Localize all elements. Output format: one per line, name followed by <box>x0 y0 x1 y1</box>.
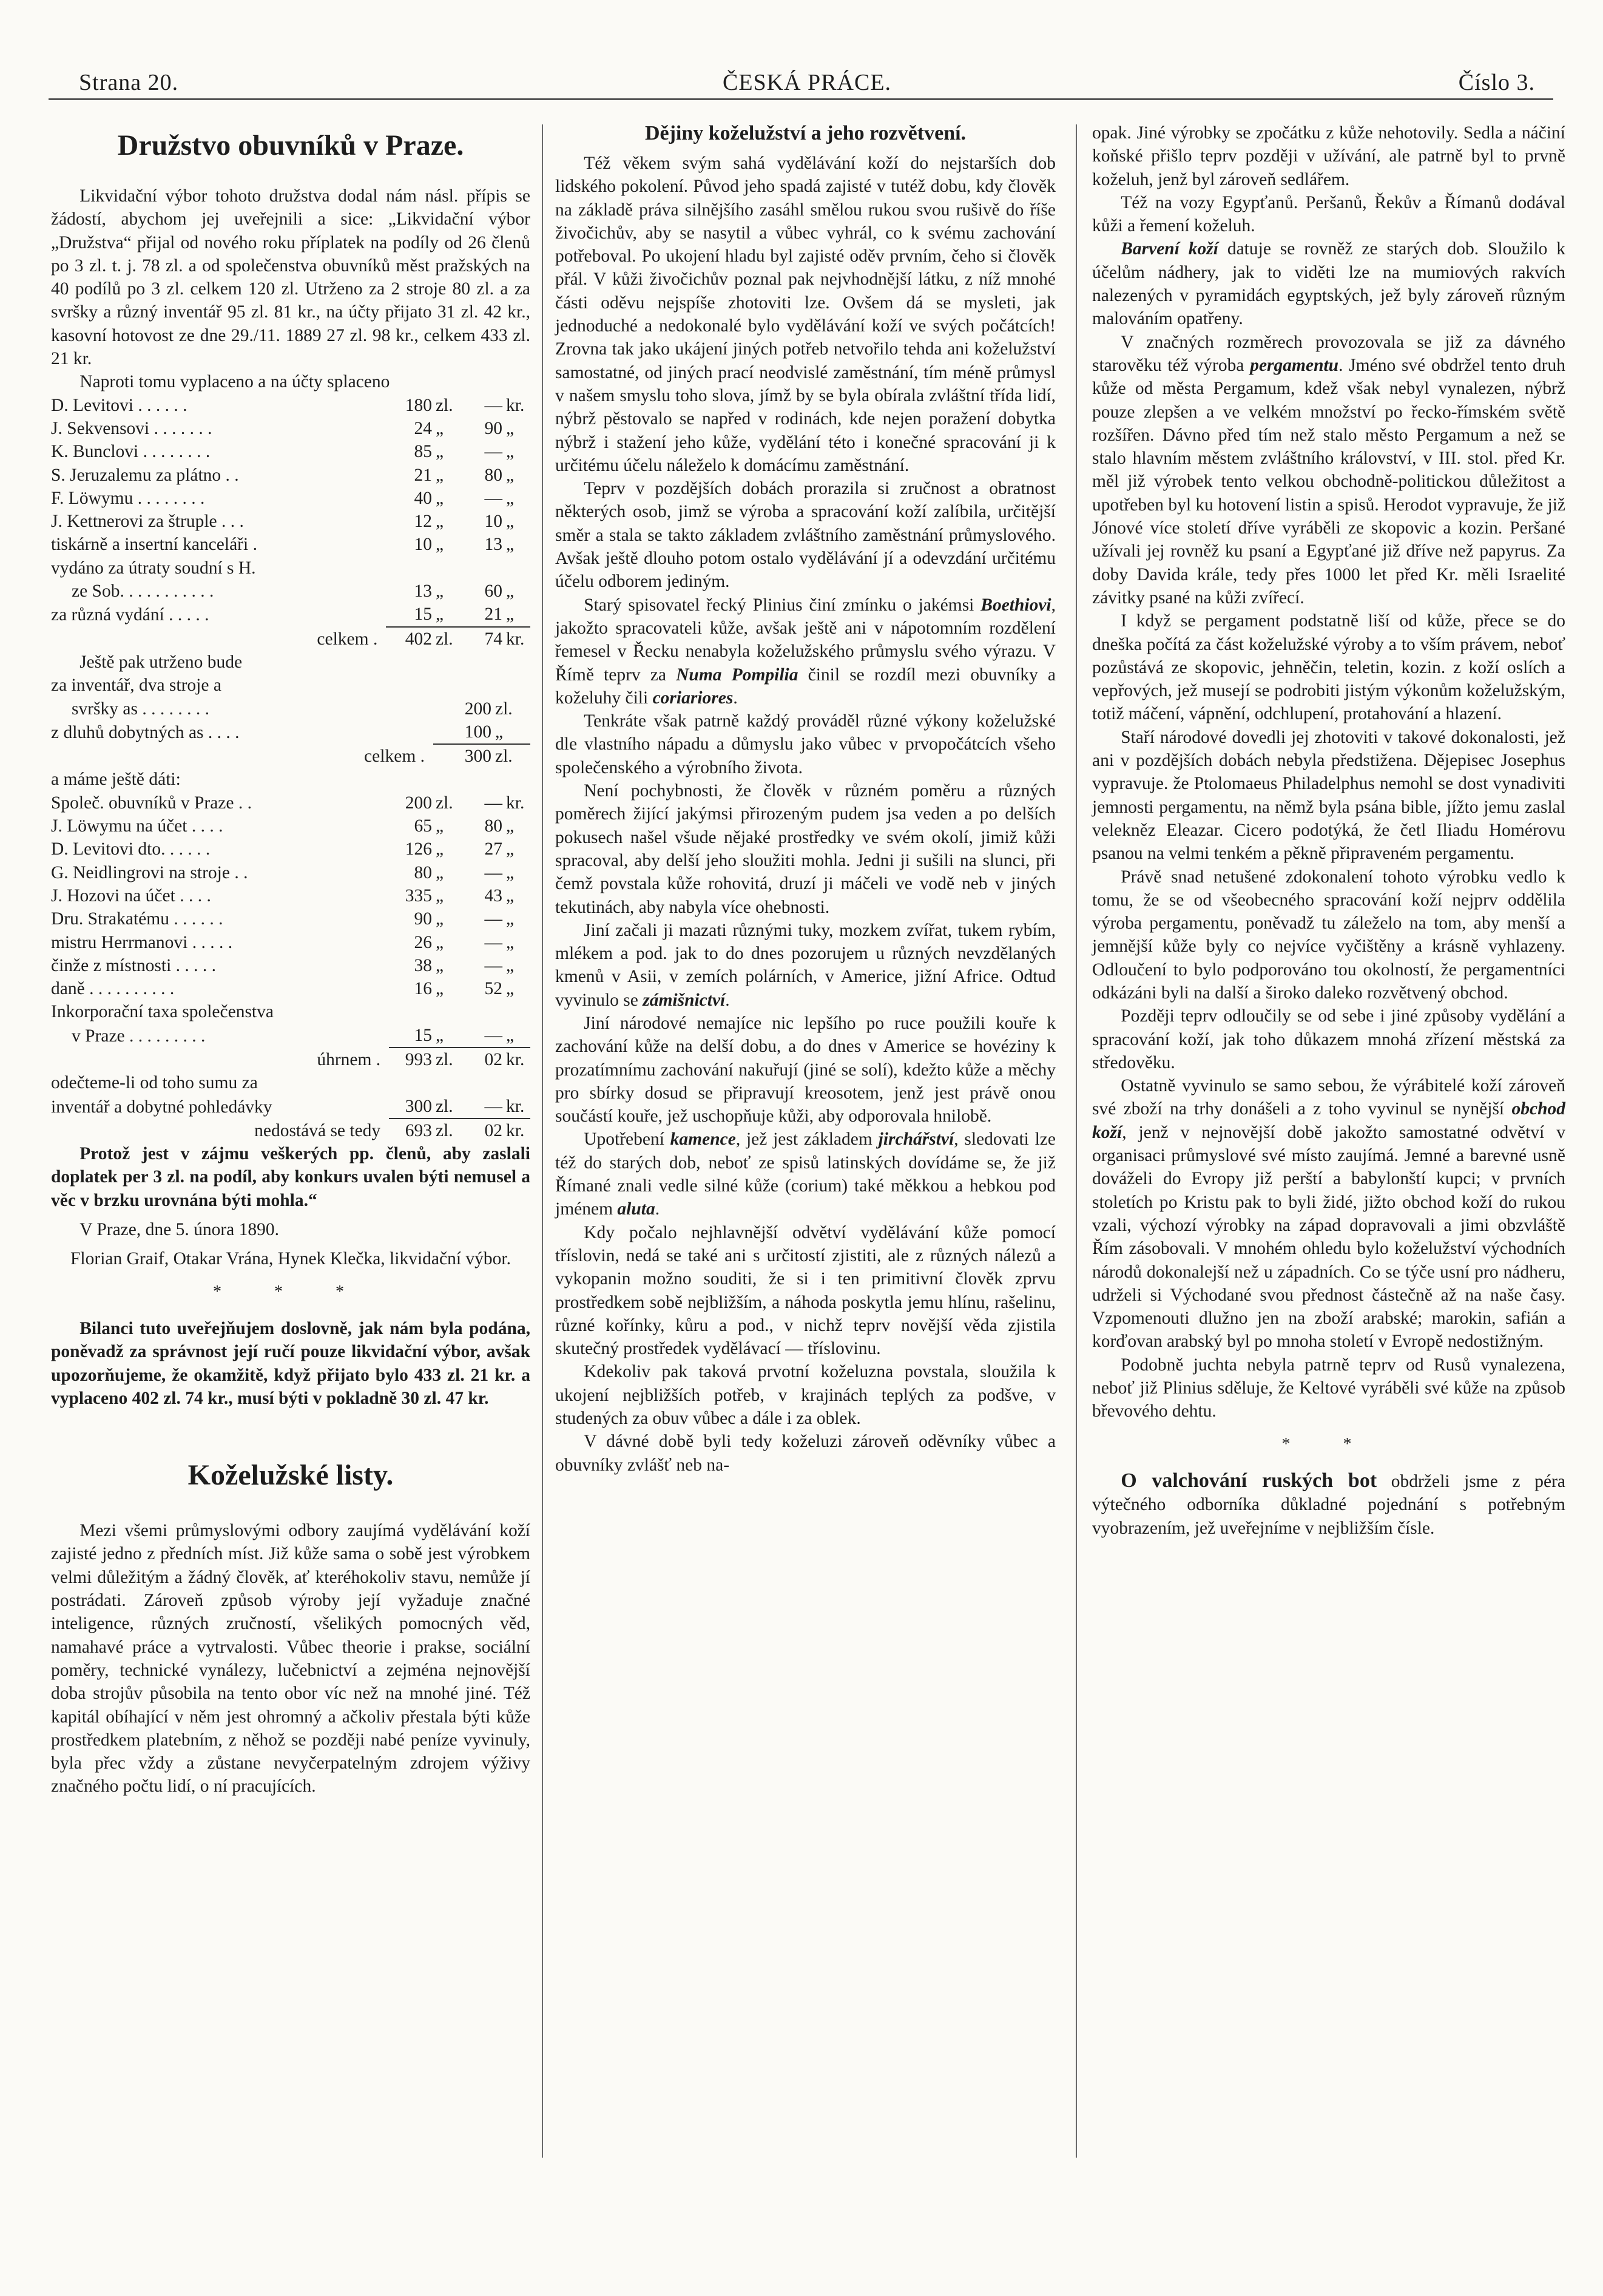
ledger-row: za inventář, dva stroje a <box>51 676 221 696</box>
paragraph: Staří národové dovedli jej zhotoviti v takové dokonalosti, jež ani v pozdějších dobách nebyla předstižena. Dějepisec Josephus vypravuje. že Ptolomaeus Philadelphus nemohl se dost vynadiviti jemnosti pergamentu, na němž byla psána bible, jížto jemu zaslal velekněz Eleazar. Cicero podotýká, že četl Iliadu Homérovu psanou na velmi tenkém a pěkně připraveném pergamentu. <box>1092 727 1565 864</box>
paragraph: Též na vozy Egypťanů. Peršanů, Řekův a Římanů dodával kůži a řemení koželuh. <box>1092 192 1565 236</box>
paragraph: Mezi všemi průmyslovými odbory zaujímá vydělávání koží zajisté jedno z předních míst. Již kůže sama o sobě jest výrobkem velmi důležitým a žádný člověk, ať kteréhokoliv stavu, nemůže jí postrádati. Zároveň způsob výroby její vyžaduje značné inteligence, různých zručností, všelikých pomocných věd, namahavé práce a vytrvalosti. Vůbec theorie i prakse, sociální poměry, technické vynálezy, lučebnictví a zejména nejnovější doba strojův působila na tento obor víc než na mnohé jiné. Též kapitál obíhající v něm jest ohromný a ačkoliv přestala býti kůže prostředkem platebním, z něhož se později nabé peníze vyvinuly, byla přec vždy a zůstane nevyčerpatelným zdrojem výživy značného počtu lidí, o ní pracujících. <box>51 1521 530 1797</box>
ledger-row: Dru. Strakatému . . . . . . 90 „ — „ <box>51 909 515 929</box>
ledger-row: vydáno za útraty soudní s H. <box>51 558 256 578</box>
column-divider <box>1076 124 1077 2158</box>
ledger-row: ze Sob. . . . . . . . . . . 13 „ 60 „ <box>72 581 515 601</box>
ledger-row: J. Hozovi na účet . . . . 335 „ 43 „ <box>51 886 515 906</box>
paragraph: Ještě pak utrženo bude <box>79 652 243 672</box>
paragraph: Teprv v pozdějších dobách prorazila si zručnost a obratnost některých osob, jimž se výroba a spracování koží zalíbila, určitější směr a stala se takto základem zvláštního zaměstnání průmyslového. Avšak ještě dlouho potom ostalo vydělávání jí a odevzdání určitému účelu odborem jediným. <box>555 479 1056 592</box>
paragraph: O valchování ruských bot obdrželi jsme z péra výtečného odborníka důkladné pojednání s potřebným vyobrazením, jež uveřejníme v nejbližším čísle. <box>1092 1469 1565 1538</box>
article-title: Dějiny koželužství a jeho rozvětvení. <box>644 122 967 144</box>
ledger-total-row: úhrnem . 993 zl. 02 kr. <box>51 1048 530 1071</box>
ledger-row: G. Neidlingrovi na stroje . . 80 „ — „ <box>51 862 515 882</box>
ledger-total-row: celkem . 300 zl. <box>51 744 530 768</box>
ledger-row: D. Levitovi . . . . . . 180 zl. — kr. <box>51 395 525 415</box>
ledger-row: daně . . . . . . . . . . 16 „ 52 „ <box>51 979 515 999</box>
ledger-row: inventář a dobytné pohledávky 300 zl. — kr. <box>51 1096 525 1117</box>
paragraph: Starý spisovatel řecký Plinius činí zmínku o jakémsi Boethiovi, jakožto spracovateli kůže, avšak ještě ani v nápotomním rozdělení řemesel v Řecku nenabyla koželužského průmyslu svého výrazu. V Římě teprv za Numa Pompilia činil se rozdíl mezi obuvníky a koželuhy čili coriariores. <box>555 595 1056 708</box>
column-3 <box>1092 121 1565 1540</box>
paragraph: Není pochybnosti, že člověk v různém poměru a různých poměrech žijící jakýmsi přirozeným pudem jsa veden a po delších pokusech našel všude nějaké prostředky ve svém okolí, jimiž kůži spracoval, aby delší jeho sloužiti mohla. Jedni ji sušili na slunci, při čemž povstala kůže rohovitá, druzí ji máčeli ve vodě neb v jiných tekutinách, aby nabyla více ohebnosti. <box>555 781 1056 917</box>
paragraph: Naproti tomu vyplaceno a na účty splaceno <box>79 372 390 392</box>
ledger-row: tiskárně a insertní kanceláři . 10 „ 13 „ <box>51 535 515 555</box>
ledger-row: J. Löwymu na účet . . . . 65 „ 80 „ <box>51 816 515 836</box>
section-separator: * * * <box>213 1282 368 1301</box>
ledger-row: J. Kettnerovi za štruple . . . 12 „ 10 „ <box>51 512 515 532</box>
paragraph: Barvení koží datuje se rovněž ze starých dob. Sloužilo k účelům nádhery, jak to viděti lze na mumiových rakvích nalezených v pyramidách egyptských, jež byly zároveň různým malováním opatřeny. <box>1092 239 1565 329</box>
paragraph: Bilanci tuto uveřejňujem doslovně, jak nám byla podána, poněvadž za správnost její ručí pouze likvidační výbor, avšak upozorňujeme, že okamžitě, když přijato bylo 433 zl. 21 kr. a vyplaceno 402 zl. 74 kr., musí býti v pokladně 30 zl. 47 kr. <box>51 1318 530 1408</box>
ledger-row: mistru Herrmanovi . . . . . 26 „ — „ <box>51 932 515 952</box>
ledger-row: S. Jeruzalemu za plátno . . 21 „ 80 „ <box>51 465 515 485</box>
ledger-table-paid <box>51 394 530 651</box>
ledger-row: Inkorporační taxa společenstva <box>51 1002 274 1022</box>
ledger-total-row: nedostává se tedy 693 zl. 02 kr. <box>51 1119 530 1142</box>
paragraph: Též věkem svým sahá vydělávání koží do nejstarších dob lidského pokolení. Původ jeho spadá zajisté v tutéž dobu, kdy člověk na základě práva silnějšího zasáhl smělou rukou svou rušivě do říše živočichův, aby se nasytil a vůbec vyhrál, co k svému zachování potřeboval. Po ukojení hladu byl zajisté oděv prvním, čeho si člověk přál. V kůži živočichův poznal pak nejvhodnější látku, z níž mnohé části oděvu nejspíše zhotoviti lze. Ovšem dá se mysleti, jak jednoduché a nedokonalé bylo vydělávání koží ve svých počátcích! Zrovna tak jako ukájení jiných potřeb netvořilo tehda ani koželužství samostatné, od jiných prací neodvislé zaměstnání, tím méně průmysl v našem smyslu toho slova, jímž by se byla obírala zvláštní třída lidí, nýbrž pěstovalo se napřed v rodinách, kde nejen poražení dobytka nýbrž i stažení jeho kůže, vydělání této i konečné spracování ji k určitému účelu náleželo k domácímu zaměstnání. <box>555 154 1056 475</box>
signature: Florian Graif, Otakar Vrána, Hynek Klečka, likvidační výbor. <box>70 1249 511 1269</box>
paragraph: V dávné době byli tedy koželuzi zároveň oděvníky vůbec a obuvníky zvlášť neb na- <box>555 1432 1056 1475</box>
issue-number: Číslo 3. <box>1458 70 1535 95</box>
page-number: Strana 20. <box>79 70 179 95</box>
paragraph: Upotřebení kamence, jež jest základem jirchářství, sledovati lze též do starých dob, neboť ze spisů latinských dovídáme se, že již Římané znali vedle silné kůže (corium) také měkkou a hebkou pod jménem aluta. <box>555 1129 1056 1219</box>
paragraph: Právě snad netušené zdokonalení tohoto výrobku vedlo k tomu, že se od všeobecného spracování koží nejprv oddělila výroba pergamentu, poněvadž tu záleželo na tom, aby menší a jemnější kůže byly co nejvíce vyčištěny a krásně vyhlazeny. Odloučení to bylo podporováno tou okolností, že pergamentníci odkázáni byli na další a široko daleko rozvětvený obchod. <box>1092 867 1565 1003</box>
ledger-row: z dluhů dobytných as . . . . 100 „ <box>51 722 504 742</box>
paragraph: Likvidační výbor tohoto družstva dodal nám násl. přípis se žádostí, abychom jej uveřejnili a sice: „Likvidační výbor „Družstva“ přijal od nového roku příplatek na podíly od 26 členů po 3 zl. t. j. 78 zl. a od společenstva obuvníků měst pražských na 40 podílů po 3 zl. celkem 120 zl. Utrženo za 2 stroje 80 zl. a za svršky a různý inventář 95 zl. 81 kr., na účty přijato 31 zl. 42 kr., kasovní hotovost ze dne 29./11. 1889 27 zl. 98 kr., celkem 433 zl. 21 kr. <box>51 186 530 369</box>
paragraph: Později teprv odloučily se od sebe i jiné způsoby vydělání a spracování koží, jak toho důkazem mnohá zřízení městská za středověku. <box>1092 1006 1565 1072</box>
column-divider <box>542 124 543 2158</box>
paragraph: Kdy počalo nejhlavnější odvětví vydělávání kůže pomocí tříslovin, nedá se také ani s určitostí zjistiti, ale z různých nálezů a vykopanin možno souditi, že si i ten primitivní člověk zprvu prostředkem sobě nejbližším, a náhoda poskytla jemu hlínu, rašelinu, různé kořínky, kůru a pod., v nichž teprv novější věda zjistila skutečný prostředek vydělávací — tříslovinu. <box>555 1222 1056 1359</box>
paragraph: V značných rozměrech provozovala se již za dávného starověku též výroba pergamentu. Jméno své obdržel tento druh kůže od města Pergamum, kdež však nebyl vynalezen, nýbrž pouze zlepšen a ve velkém množství po řecko-římském světě rozšířen. Dávno před tím než stalo město Pergamum a než se stalo hlavním městem zvláštního království, v III. stol. před Kr. měl již výrobek tento velkou obchodně-politickou důležitost a upotřeben byl ku hotovení listin a spisů. Herodot vypravuje, že již Jónové více století dříve vyráběli ze skopovic a kozin. Peršané užívali jej rovněž ku psaní a Egypťané již dříve než papyrus. Za doby Davida krále, tedy přes 1000 let před Kr. měli Israelité závitky psané na kůži zvířecí. <box>1092 332 1565 608</box>
paragraph: I když se pergament podstatně liší od kůže, přece se do dneška počítá za část koželužské výroby a to vším právem, neboť pozůstává ze skopovic, jehněčin, teletin, kozin. z koží oslích a vepřových, jež musejí se podrobiti jistým výkonům koželužským, totiž máčení, vápnění, odchlupení, protahování a hlazení. <box>1092 611 1565 724</box>
ledger-table-income <box>51 674 530 768</box>
paragraph: Jiní národové nemajíce nic lepšího po ruce použili kouře k zachování kůže na delší dobu, a do dnes v Americe se hovéziny k prozatímnímu zachování nakuřují (jiné se solí), kdežto kůže a měchy pro sbírky dosud se připravují kreosotem, jenž jest právě onou součástí kouře, jež uschopňuje kůži, aby odporovala hnilobě. <box>555 1013 1056 1126</box>
column-1 <box>51 121 530 1798</box>
running-header <box>79 66 1535 102</box>
ledger-row: Společ. obuvníků v Praze . . 200 zl. — kr. <box>51 793 525 813</box>
article-title: Družstvo obuvníků v Praze. <box>117 129 464 161</box>
paragraph: Protož jest v zájmu veškerých pp. členů, aby zaslali doplatek per 3 zl. na podíl, aby konkurs uvalen býti nemusel a věc v brzku urovnána býti mohla.“ <box>51 1144 530 1210</box>
ledger-row: činže z místnosti . . . . . 38 „ — „ <box>51 955 515 975</box>
ledger-row: F. Löwymu . . . . . . . . 40 „ — „ <box>51 488 515 508</box>
dateline: V Praze, dne 5. února 1890. <box>79 1220 279 1240</box>
paragraph: Ostatně vyvinulo se samo sebou, že výrábitelé koží zároveň své zboží na trhy donášeli a z toho vyvinul se nynější obchod koží, jenž v nejnovější době jakožto samostatné odvětví v organisaci průmyslové své místo zaujímá. Jemné a barevné usně dováželi do Evropy již perští a babylonští kupci; v prvních stoletích po Kristu pak to byli židé, jižto obchod koží do rukou vzali, výchozí výrobky na západ dopravovali a jimi obzvláště Řím zásobovali. V mnohém ohledu bylo koželužství východních národů dokonalejší než u západních. Co se týče usní pro nádheru, udrželi si Východané svou přednost částečně až na naše časy. Vzpomenouti dlužno jen na zboží arabské; marokin, safián a korďovan arabský byl po mnoha století v Evropě nedostižným. <box>1092 1076 1565 1352</box>
paragraph: Jiní začali ji mazati různými tuky, mozkem zvířat, tukem rybím, mlékem a pod. jak to do dnes pozorujem u různých nevzdělaných kmenů v Asii, v zemích polárních, v Americe, jižní Africe. Odtud vyvinulo se zámišnictví. <box>555 920 1056 1010</box>
paragraph: opak. Jiné výrobky se zpočátku z kůže nehotovily. Sedla a náčiní koňské přišlo teprv později v užívání, ale patrně byl to prvně koželuh, jenž byl zároveň sedlářem. <box>1092 123 1565 189</box>
column-2 <box>555 121 1056 1477</box>
ledger-row: D. Levitovi dto. . . . . . 126 „ 27 „ <box>51 839 515 859</box>
publication-title: ČESKÁ PRÁCE. <box>722 70 892 95</box>
ledger-total-row: celkem . 402 zl. 74 kr. <box>51 627 530 651</box>
ledger-row: J. Sekvensovi . . . . . . . 24 „ 90 „ <box>51 418 515 438</box>
ledger-table-owed <box>51 791 530 1142</box>
paragraph: Tenkráte však patrně každý prováděl různé výkony koželužské dle vlastního nápadu a důmyslu jako vůbec v prvopočátcích všeho společenského a výrobního života. <box>555 711 1056 777</box>
paragraph: a máme ještě dáti: <box>51 770 181 790</box>
header-rule <box>49 98 1553 100</box>
ledger-row: svršky as . . . . . . . . 200 zl. <box>72 699 513 719</box>
section-separator: * * <box>1281 1434 1376 1454</box>
paragraph: Podobně juchta nebyla patrně teprv od Rusů vynalezena, neboť již Plinius sděluje, že Keltové vyráběli své kůže na způsob břevového dehtu. <box>1092 1355 1565 1421</box>
ledger-row: K. Bunclovi . . . . . . . . 85 „ — „ <box>51 442 515 462</box>
ledger-row: v Praze . . . . . . . . . 15 „ — „ <box>72 1025 515 1046</box>
ledger-row: odečteme-li od toho sumu za <box>51 1073 258 1093</box>
paragraph: Kdekoliv pak taková prvotní koželuzna povstala, sloužila k ukojení nejbližších potřeb, v krajinách teplých za podšve, v studených za obuv vůbec a dále i za oblek. <box>555 1362 1056 1429</box>
article-title: Koželužské listy. <box>187 1459 394 1492</box>
ledger-row: za různá vydání . . . . . 15 „ 21 „ <box>51 604 515 625</box>
